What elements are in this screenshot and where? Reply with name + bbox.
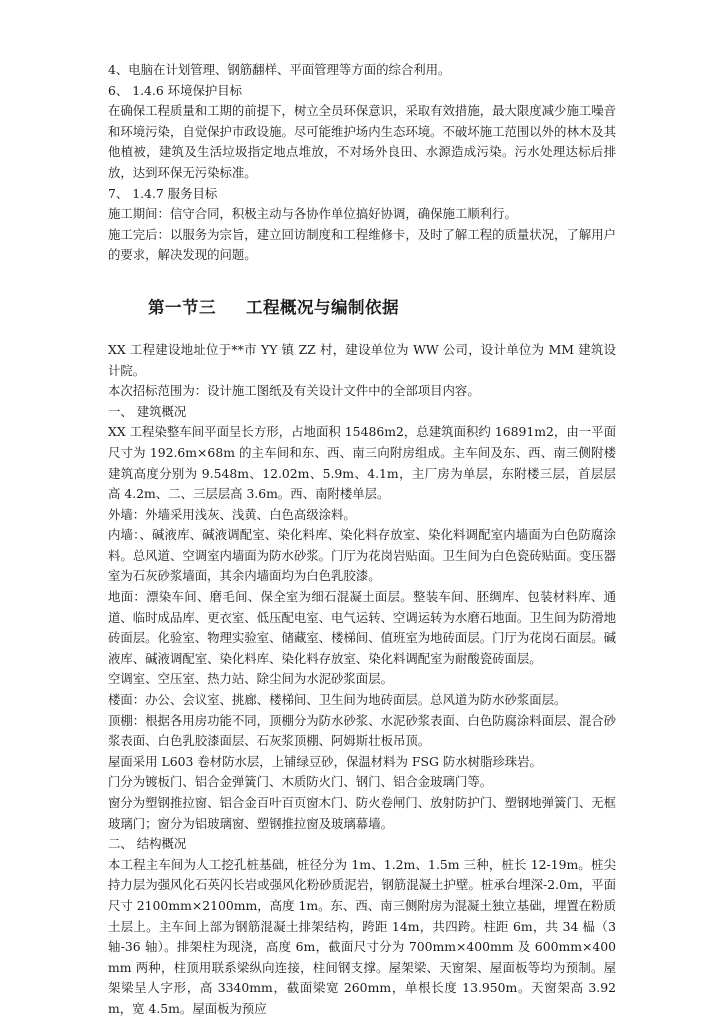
building-overview-paragraph: XX 工程染整车间平面呈长方形，占地面积 15486m2，总建筑面积约 16891m2，由一平面尺寸为 192.6m×68m 的主车间和东、西、南三向附房组成。主车间及东、西、南三侧附楼建筑高度分别为 9.548m、12.02m、5.9m、4.1m，主厂房为单层，东附楼三层，首层层高 4.2m、二、三层层高 3.6m。西、南附楼单层。 [108, 424, 616, 502]
bid-scope-paragraph: 本次招标范围为：设计施工图纸及有关设计文件中的全部项目内容。 [108, 383, 480, 399]
ceiling-paragraph: 顶棚：根据各用房功能不同，顶棚分为防水砂浆、水泥砂浆表面、白色防腐涂料面层、混合砂浆表面、白色乳胶漆面层、石灰浆顶棚、阿姆斯壮板吊顶。 [108, 712, 617, 749]
exterior-wall-paragraph: 外墙：外墙采用浅灰、浅黄、白色高级涂料。 [108, 506, 356, 522]
section-1-4-6-title: 6、 1.4.6 环境保护目标 [108, 82, 243, 98]
doors-paragraph: 门分为镀板门、铝合金弹簧门、木质防火门、钢门、铝合金玻璃门等。 [108, 774, 493, 790]
mechanical-rooms-paragraph: 空调室、空压室、热力站、除尘间为水泥砂浆面层。 [108, 671, 393, 687]
section-1-4-7-title: 7、 1.4.7 服务目标 [108, 185, 218, 201]
service-during-construction: 施工期间：信守合同，积极主动与各协作单位搞好协调，确保施工顺利行。 [108, 206, 517, 222]
roof-paragraph: 屋面采用 L603 卷材防水层，上铺绿豆砂，保温材料为 FSG 防水树脂珍珠岩。 [108, 753, 542, 769]
section-heading [148, 294, 616, 318]
interior-wall-paragraph: 内墙：、碱液库、碱液调配室、染化料库、染化料存放室、染化料调配室内墙面为白色防腐涂料。总风道、空调室内墙面为防水砂浆。门厅为花岗岩贴面。卫生间为白色瓷砖贴面。变压器室为石灰砂浆墙面，其余内墙面均为白色乳胶漆。 [108, 527, 617, 584]
section-heading-title: 工程概况与编制依据 [246, 297, 399, 317]
environment-paragraph: 在确保工程质量和工期的前提下，树立全员环保意识，采取有效措施，最大限度减少施工噪音和环境污染，自觉保护市政设施。尽可能维护场内生态环境。不破坏施工范围以外的林木及其他植被，建筑及生活垃圾指定地点堆放，不对场外良田、水源造成污染。污水处理达标后排放，达到环保无污染标准。 [108, 103, 617, 180]
line-item-4: 4、电脑在计划管理、钢筋翻样、平面管理等方面的综合利用。 [108, 62, 451, 77]
service-after-construction: 施工完后：以服务为宗旨，建立回访制度和工程维修卡，及时了解工程的质量状况，了解用户的要求，解决发现的问题。 [108, 226, 617, 263]
windows-paragraph: 窗分为塑钢推拉窗、铝合金百叶百页窗木门、防火卷闸门、放射防护门、塑钢地弹簧门、无框玻璃门；窗分为铝玻璃窗、塑钢推拉窗及玻璃幕墙。 [108, 795, 617, 831]
building-overview-title: 一、 建筑概况 [108, 403, 187, 419]
project-location-paragraph: XX 工程建设地址位于**市 YY 镇 ZZ 村，建设单位为 WW 公司，设计单位为 MM 建筑设计院。 [108, 341, 616, 378]
structure-overview-title: 二、 结构概况 [108, 836, 187, 852]
upper-floor-paragraph: 楼面：办公、会议室、挑廊、楼梯间、卫生间为地砖面层。总风道为防水砂浆面层。 [108, 692, 567, 708]
floor-paragraph: 地面：漂染车间、磨毛间、保全室为细石混凝土面层。整装车间、胚绸库、包装材料库、通道、临时成品库、更衣室、低压配电室、电气运转、空调运转为水磨石地面。卫生间为防滑地砖面层。化验室、物理实验室、储藏室、楼梯间、值班室为地砖面层。门厅为花岗石面层。碱液库、碱液调配室、染化料库、染化料存放室、染化料调配室为耐酸瓷砖面层。 [108, 589, 617, 666]
structure-overview-paragraph: 本工程主车间为人工挖孔桩基础，桩径分为 1m、1.2m、1.5m 三种，桩长 12-19m。桩尖持力层为强风化石英闪长岩或强风化粉砂质泥岩，钢筋混凝土护壁。桩承台埋深-2.0m，平面尺寸 2100mm×2100mm，高度 1m。东、西、南三侧附房为混凝土独立基础，埋置在粉质土层上。主车间上部为钢筋混凝土排架结构，跨距 14m，共四跨。柱距 6m，共 34 榀（3 轴-36 轴）。排架柱为现浇，高度 6m，截面尺寸分为 700mm×400mm 及 600mm×400mm 两种，柱顶用联系梁纵向连接，柱间钢支撑。屋架梁、天窗架、屋面板等均为预制。屋架梁呈人字形，高 3340mm，截面梁宽 260mm，单根长度 13.950m。天窗架高 3.92m，宽 4.5m。屋面板为预应 [108, 856, 616, 1016]
section-heading-number: 第一节三 [148, 297, 216, 317]
